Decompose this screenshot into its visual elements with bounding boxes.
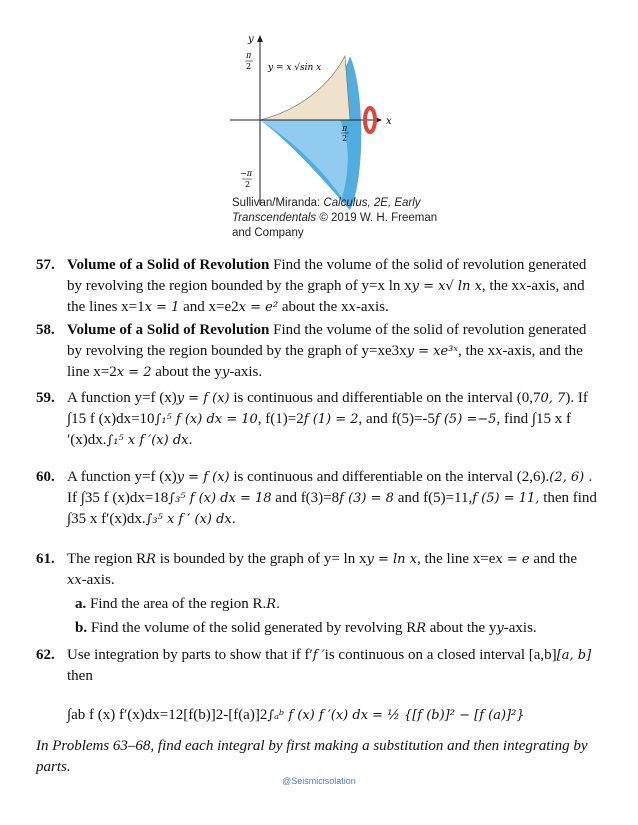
part-a: a. Find the area of the region R.R. (75, 596, 281, 612)
problem-61: 61. The region RR is bounded by the graph of y= ln xy = ln x, the line x=ex = e and the xx-axis. a. Find the area of the region R.R. b. Find the volume of the solid generated by revolving RR about the yy-axis. (36, 549, 602, 639)
tick-pi2-right-den: 2 (342, 134, 348, 143)
problem-57: 57. Volume of a Solid of Revolution Find the volume of the solid of revolution generated by revolving the region bounded by the graph of y=x ln xy = x√ ln x, the xx-axis, and the lines x=1x = 1 and x=e2x = e² about the xx-axis. (36, 257, 587, 315)
formula-line: ∫ab f (x) f′(x)dx=12[f(b)]2-[f(a)]2∫ₐᵇ f (x) f ′(x) dx = ½ {[f (b)]² − [f (a)]²} (67, 707, 525, 723)
part-b: b. Find the volume of the solid generated by revolving RR about the yy-axis. (75, 620, 537, 636)
tick-pi2-right: π (342, 124, 348, 133)
problem-59: 59. A function y=f (x)y = f (x) is continuous and differentiable on the interval (0,70, 7). If ∫15 f (x)dx=10∫₁⁵ f (x) dx = 10, f(1)=2f (1) = 2, and f(5)=-5f (5) =−5, find ∫15 x f ′(x)dx.∫₁⁵ x f ′(x) dx. (36, 390, 588, 448)
problem-number: 62. (36, 647, 55, 663)
figure-caption: Sullivan/Miranda: Calculus, 2E, Early Transcendentals © 2019 W. H. Freeman and Company (232, 197, 438, 239)
problem-number: 59. (36, 390, 55, 406)
tick-neg-pi2-den: 2 (245, 180, 251, 189)
problem-60: 60. A function y=f (x)y = f (x) is continuous and differentiable on the interval (2,6).(2, 6) . If ∫35 f (x)dx=18∫₃⁵ f (x) dx = 18 and f(3)=8f (3) = 8 and f(5)=11,f (5) = 11, then find ∫35 x f′(x)dx.∫₃⁵ x f ′ (x) dx. (36, 469, 597, 527)
section-intro: In Problems 63–68, find each integral by first making a substitution and then integrating by parts. (36, 738, 588, 775)
problem-number: 57. (36, 257, 55, 273)
y-axis-label: y (248, 34, 254, 45)
problem-62: 62. Use integration by parts to show that if f′f ′is continuous on a closed interval [a,b][a, b] then ∫ab f (x) f′(x)dx=12[f(b)]2-[f(a)]2∫ₐᵇ f (x) f ′(x) dx = ½ {[f (b)]² − [f (a)]²} (36, 645, 602, 726)
curve-label: y = x √sin x (268, 63, 322, 73)
problem-title: Volume of a Solid of Revolution (67, 257, 270, 273)
tick-pi2-top: π (246, 51, 252, 60)
tick-neg-pi2: −π (240, 169, 252, 178)
problem-number: 61. (36, 551, 55, 567)
problem-title: Volume of a Solid of Revolution (67, 322, 270, 338)
tick-pi2-top-den: 2 (246, 62, 252, 71)
problem-number: 58. (36, 322, 55, 338)
problem-58: 58. Volume of a Solid of Revolution Find the volume of the solid of revolution generated by revolving the region bounded by the graph of y=xe3xy = xe³ˣ, the xx-axis, and the line x=2x = 2 about the yy-axis. (36, 322, 587, 380)
problem-number: 60. (36, 469, 55, 485)
watermark-credit: @Seismicisolation (282, 776, 356, 786)
y-arrow (257, 35, 263, 42)
x-axis-label: x (386, 116, 392, 127)
